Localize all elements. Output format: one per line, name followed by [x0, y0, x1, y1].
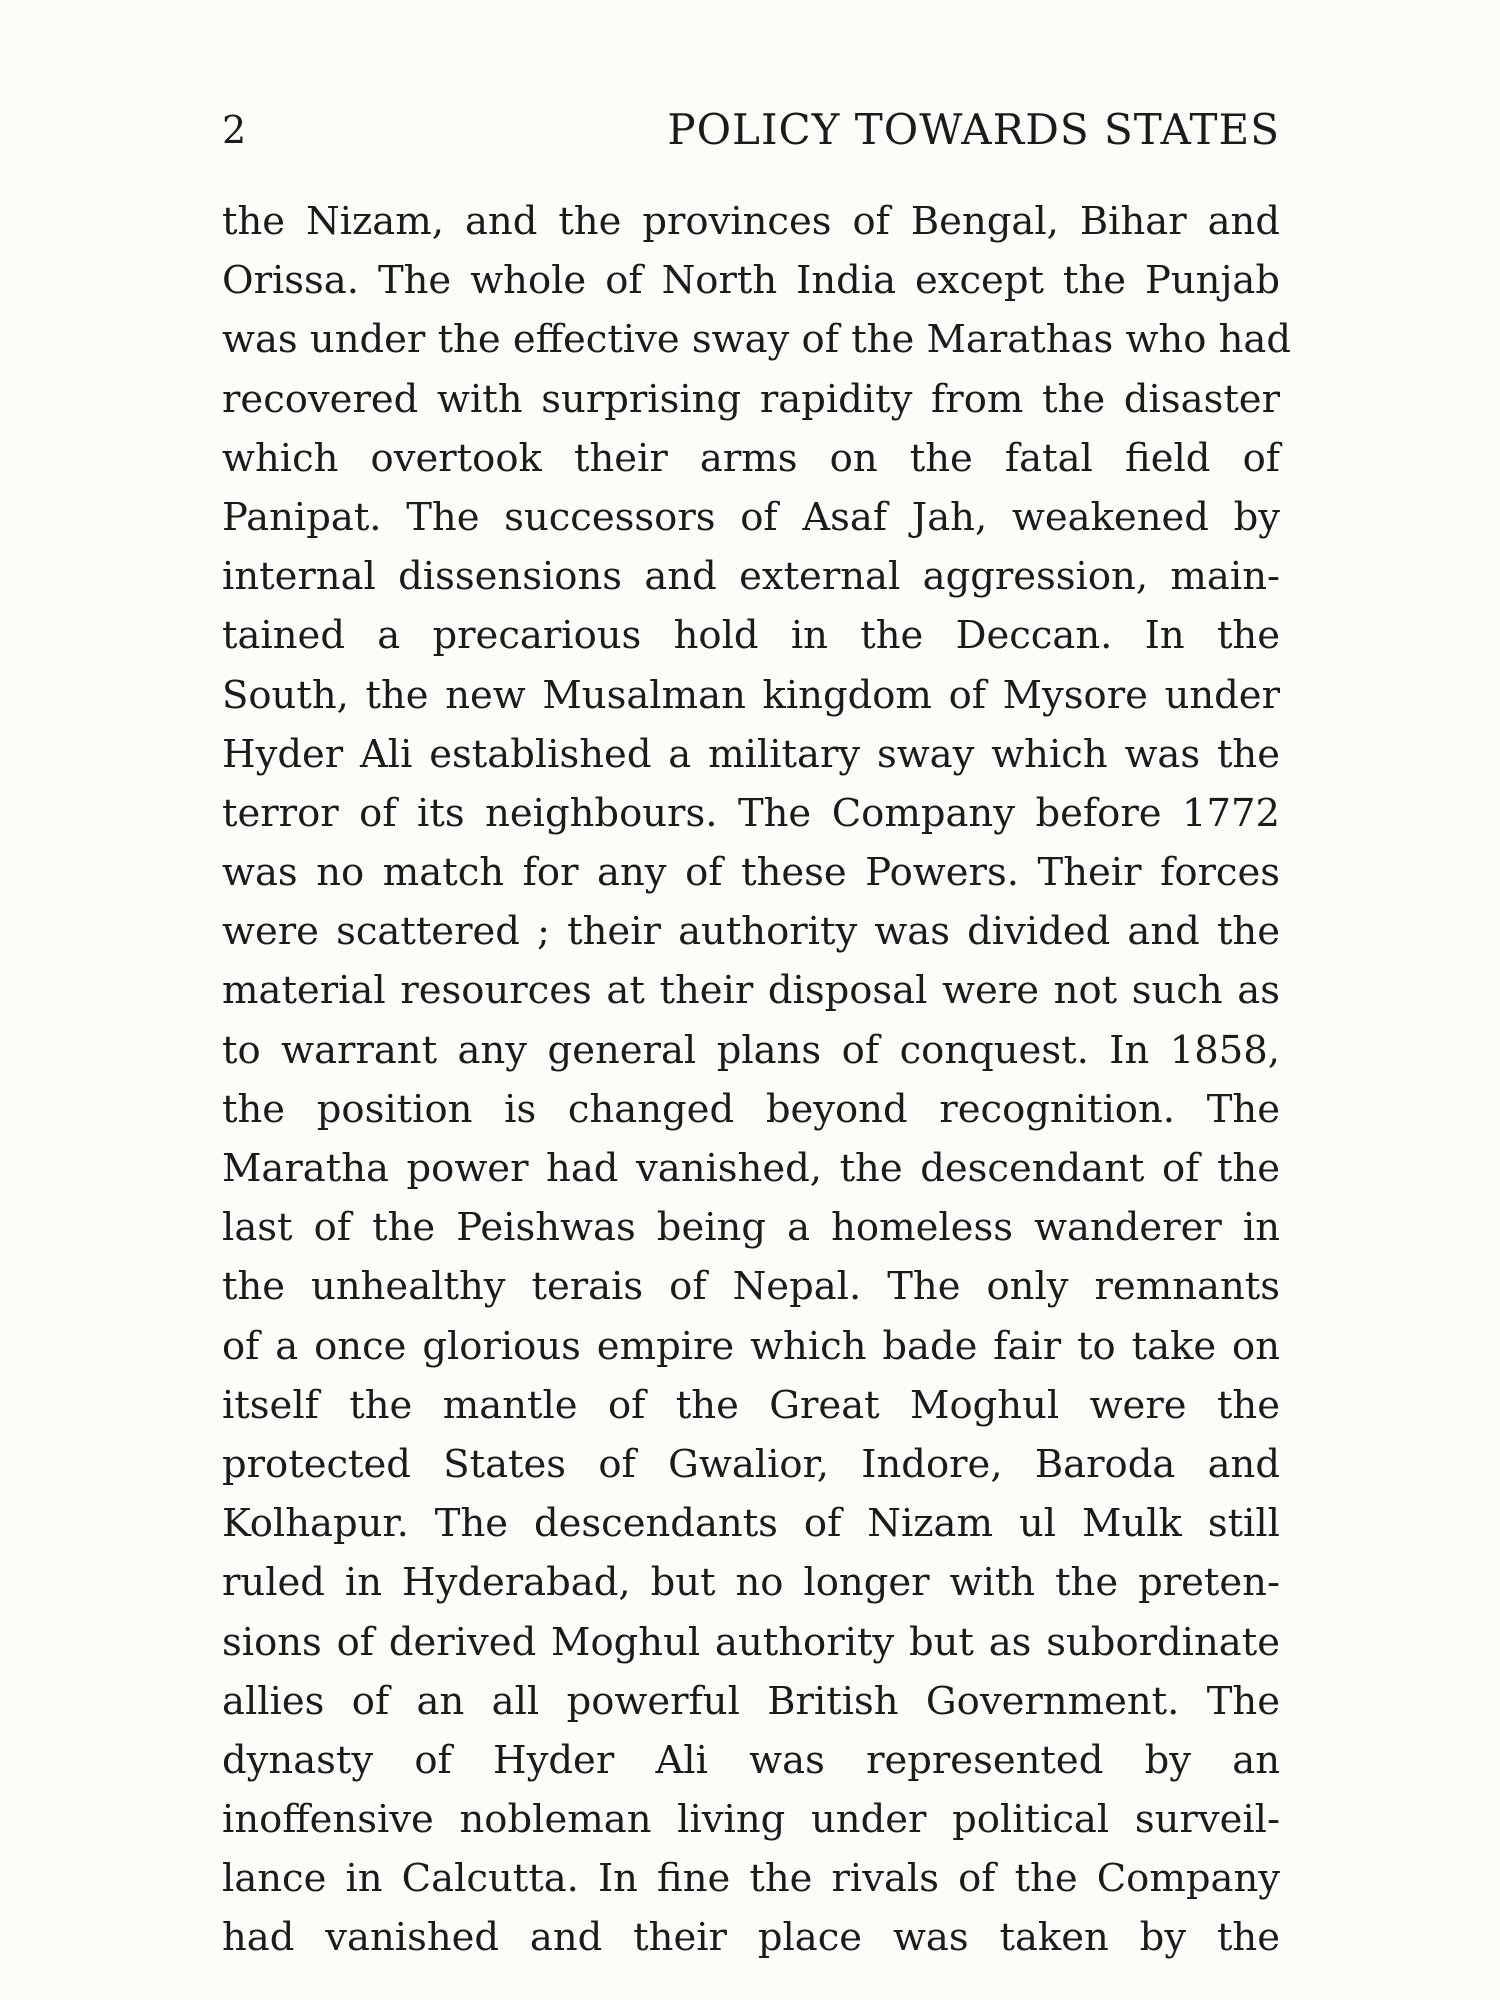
text-line: of a once glorious empire which bade fair to take on: [222, 1323, 1280, 1369]
text-line: dynasty of Hyder Ali was represented by an: [222, 1737, 1280, 1783]
body-text: [222, 192, 1292, 1968]
text-line: Panipat. The successors of Asaf Jah, weakened by: [222, 494, 1280, 540]
text-line: recovered with surprising rapidity from the disaster: [222, 376, 1280, 422]
text-line: had vanished and their place was taken by the: [222, 1915, 1280, 1961]
running-head: POLICY TOWARDS STATES: [667, 105, 1280, 154]
text-line: allies of an all powerful British Government. The: [222, 1678, 1280, 1724]
text-line: the position is changed beyond recognition. The: [222, 1086, 1280, 1132]
text-line: inoffensive nobleman living under political surveil-: [222, 1797, 1280, 1843]
text-line: Orissa. The whole of North India except the Punjab: [222, 258, 1280, 304]
text-line: last of the Peishwas being a homeless wanderer in: [222, 1205, 1280, 1251]
text-line: terror of its neighbours. The Company before 1772: [222, 790, 1280, 836]
text-line: Kolhapur. The descendants of Nizam ul Mulk still: [222, 1501, 1280, 1547]
text-line: itself the mantle of the Great Moghul were the: [222, 1382, 1280, 1428]
text-line: the unhealthy terais of Nepal. The only remnants: [222, 1264, 1280, 1310]
page-number: 2: [222, 108, 247, 152]
page-header: [222, 98, 1280, 162]
text-line: were scattered ; their authority was divided and the: [222, 909, 1280, 955]
text-line: protected States of Gwalior, Indore, Baroda and: [222, 1441, 1280, 1487]
text-line: the Nizam, and the provinces of Bengal, Bihar and: [222, 199, 1280, 244]
text-line: Hyder Ali established a military sway which was the: [222, 731, 1280, 777]
text-line: internal dissensions and external aggression, main-: [222, 554, 1280, 600]
text-line: which overtook their arms on the fatal field of: [222, 435, 1280, 481]
text-line: was no match for any of these Powers. Their forces: [222, 850, 1280, 896]
text-line: tained a precarious hold in the Deccan. In the: [222, 613, 1280, 659]
text-line: sions of derived Moghul authority but as subordinate: [222, 1619, 1280, 1665]
text-line: was under the effective sway of the Marathas who had: [222, 317, 1292, 363]
text-line: ruled in Hyderabad, but no longer with the preten-: [222, 1560, 1280, 1606]
text-line: lance in Calcutta. In fine the rivals of the Company: [222, 1856, 1280, 1902]
text-line: to warrant any general plans of conquest. In 1858,: [222, 1027, 1280, 1073]
text-line: Maratha power had vanished, the descendant of the: [222, 1146, 1280, 1191]
text-line: material resources at their disposal were not such as: [222, 968, 1280, 1014]
text-line: South, the new Musalman kingdom of Mysore under: [222, 672, 1280, 718]
